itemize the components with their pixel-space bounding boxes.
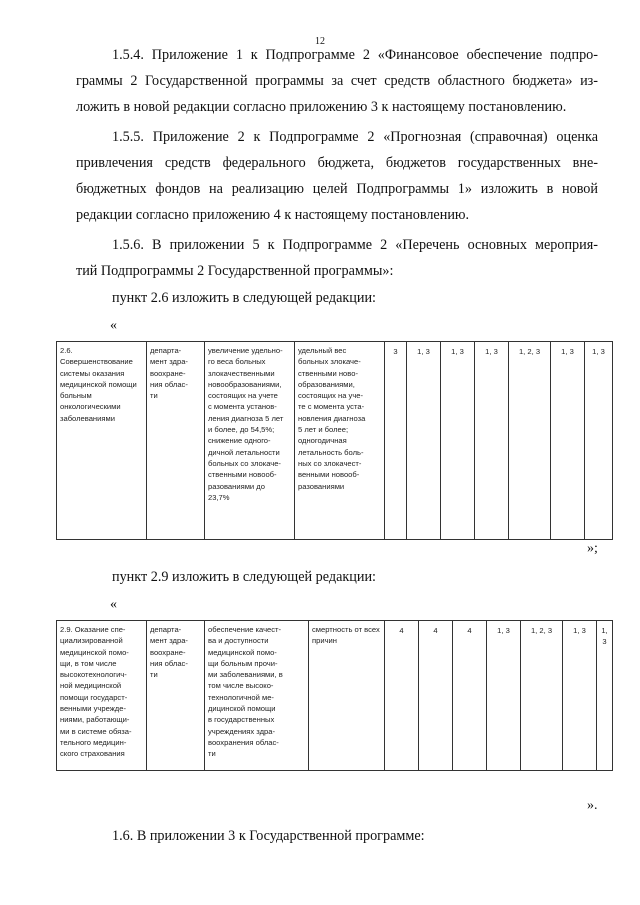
value-cell: 1, 3 <box>487 621 521 771</box>
value-cell: 1, 2, 3 <box>509 342 551 540</box>
value-cell: 4 <box>453 621 487 771</box>
measure-name: 2.9. Оказание спе- циализированной медицинской помо- щи, в том числе высокотехнологич- ной медицинской помощи государст- венными учрежде- ниями, работающи- ми в системе обяза- тельного медицин- ского страхования <box>57 621 147 771</box>
paragraph-1-5-4 <box>76 42 598 120</box>
value-cell: 1, 3 <box>551 342 585 540</box>
value-cell: 1, 3 <box>597 621 613 771</box>
paragraph-1-5-6 <box>76 232 598 284</box>
value-cell: 1, 3 <box>475 342 509 540</box>
text-line: 1.5.5. Приложение 2 к Подпрограмме 2 «Прогнозная (справочная) оценка <box>112 129 598 145</box>
value-cell: 4 <box>385 621 419 771</box>
text-line: бюджетных фондов на реализацию целей Подпрограммы 1» изложить в новой <box>76 181 598 197</box>
table-row <box>57 342 613 540</box>
value-cell: 1, 3 <box>563 621 597 771</box>
paragraph-item-2-9 <box>76 564 598 590</box>
text-line: граммы 2 Государственной программы за счет средств областного бюджета» из- <box>76 73 598 89</box>
text-line: 1.5.6. В приложении 5 к Подпрограмме 2 «Перечень основных мероприя- <box>112 237 598 253</box>
paragraph-1-6 <box>76 823 598 849</box>
indicator: удельный вес больных злокаче- ственными ново- образованиями, состоящих на уче- те с момента уста- новления диагноза 5 лет и более; одногодичная летальность боль- ных со злокачест- венными новооб- разованиями <box>295 342 385 540</box>
open-quote-1: « <box>110 318 117 333</box>
text-line: ложить в новой редакции согласно приложению 3 к настоящему постановлению. <box>76 99 567 115</box>
text-line: пункт 2.6 изложить в следующей редакции: <box>112 290 376 306</box>
table-row <box>57 621 613 771</box>
open-quote-2: « <box>110 597 117 612</box>
value-cell: 4 <box>419 621 453 771</box>
executor: департа- мент здра- воохране- ния облас- ти <box>147 342 205 540</box>
value-cell: 1, 2, 3 <box>521 621 563 771</box>
text-line: тий Подпрограммы 2 Государственной программы»: <box>76 263 394 279</box>
expected-result: обеспечение качест- ва и доступности медицинской помо- щи больным прочи- ми заболеваниями, в том числе высоко- технологичной ме- дицинской помощи в государственных учреждениях здра- воохранения облас- ти <box>205 621 309 771</box>
indicator: смертность от всех причин <box>309 621 385 771</box>
text-line: 1.5.4. Приложение 1 к Подпрограмме 2 «Финансовое обеспечение подпро- <box>112 47 598 63</box>
paragraph-item-2-6 <box>76 285 598 311</box>
value-cell: 3 <box>385 342 407 540</box>
executor: департа- мент здра- воохране- ния облас- ти <box>147 621 205 771</box>
text-line: редакции согласно приложению 4 к настоящему постановлению. <box>76 207 470 223</box>
close-quote-2: ». <box>587 798 598 813</box>
value-cell: 1, 3 <box>585 342 613 540</box>
text-line: 1.6. В приложении 3 к Государственной программе: <box>112 828 425 844</box>
text-line: привлечения средств федерального бюджета, бюджетов государственных вне- <box>76 155 598 171</box>
table-item-2-6 <box>56 341 613 540</box>
value-cell: 1, 3 <box>441 342 475 540</box>
value-cell: 1, 3 <box>407 342 441 540</box>
paragraph-1-5-5 <box>76 124 598 228</box>
page-number: 12 <box>315 36 325 47</box>
text-line: пункт 2.9 изложить в следующей редакции: <box>112 569 376 585</box>
close-quote-1: »; <box>587 541 598 556</box>
table-item-2-9 <box>56 620 613 771</box>
expected-result: увеличение удельно- го веса больных злокачественными новообразованиями, состоящих на учете с момента установ- ления диагноза 5 лет и более, до 54,5%; снижение одного- дичной летальности больных со злокаче- ственными новооб- разованиями до 23,7% <box>205 342 295 540</box>
measure-name: 2.6. Совершенствование системы оказания медицинской помощи больным онкологическими заболеваниями <box>57 342 147 540</box>
